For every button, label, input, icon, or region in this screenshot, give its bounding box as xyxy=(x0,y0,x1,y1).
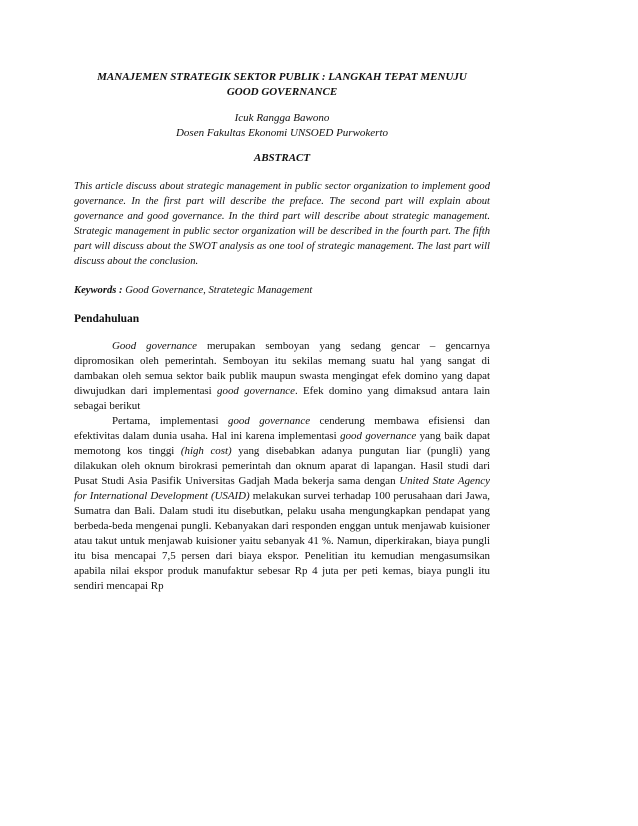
section-heading: Pendahuluan xyxy=(74,313,140,325)
p2-term-2: good governance xyxy=(340,430,417,442)
author-name: Icuk Rangga Bawono xyxy=(234,112,330,124)
author-block xyxy=(74,111,490,141)
author-affiliation: Dosen Fakultas Ekonomi UNSOED Purwokerto xyxy=(175,127,389,139)
p2-term-4: United State Agency for International Development (USAID) xyxy=(74,475,490,502)
p2-text-2: cenderung membawa efisiensi dan efektivitas dalam dunia usaha. Hal ini karena implementasi xyxy=(74,415,490,442)
p2-text-5: melakukan survei terhadap 100 perusahaan dari Jawa, Sumatra dan Bali. Dalam studi itu disebutkan, pelaku usaha mengungkapkan pendapat yang berbeda-beda mengenai pungli. Kebanyakan dari responden enggan untuk menjawab kuisioner atau takut untuk menjawab kuisioner yaitu sebanyak 41 %. Namun, diperkirakan, biaya pungli itu bisa mencapai 7,5 persen dari biaya ekspor. Penelitian itu kemudian mengasumsikan apabila nilai ekspor produk manufaktur sebesar Rp 4 juta per peti kemas, biaya pungli itu sendiri mencapai Rp xyxy=(74,490,490,592)
body-paragraph-1 xyxy=(74,339,490,414)
p2-text-3: yang baik dapat memotong kos tinggi xyxy=(74,430,490,457)
p1-term-1: Good governance xyxy=(112,340,197,352)
paper-page xyxy=(74,70,490,594)
body-paragraph-2 xyxy=(74,414,490,594)
title-line-2: GOOD GOVERNANCE xyxy=(226,86,338,98)
keywords-label: Keywords : xyxy=(74,285,123,296)
p2-text-1: Pertama, implementasi xyxy=(112,415,228,427)
p1-term-2: good governance xyxy=(217,385,295,397)
keywords-value: Good Governance, Stratetegic Management xyxy=(125,285,313,296)
p2-term-1: good governance xyxy=(228,415,311,427)
keywords xyxy=(74,283,490,298)
abstract-text: This article discuss about strategic management in public sector organization to implement good governance. In the first part will describe the preface. The second part will explain about governance and good governance. In the third part will describe about strategic management. Strategic management in public sector organization will be described in the fourth part. The fifth part will discuss about the SWOT analysis as one tool of strategic management. The last part will discuss about the conclusion. xyxy=(74,181,490,267)
paper-title xyxy=(74,70,490,100)
p2-text-4: yang disebabkan adanya pungutan liar (pungli) yang dilakukan oleh oknum birokrasi pemerintah dan oknum aparat di lapangan. Hasil studi dari Pusat Studi Asia Pasifik Universitas Gadjah Mada bekerja sama dengan xyxy=(74,445,490,487)
p1-text-1: merupakan semboyan yang sedang gencar – gencarnya dipromosikan oleh pemerintah. Semboyan itu sekilas memang suatu hal yang sangat di dambakan oleh semua sektor baik publik maupun swasta mengingat efek domino yang dapat diwujudkan dari implementasi xyxy=(74,340,490,397)
abstract-heading: ABSTRACT xyxy=(253,152,311,164)
p1-text-2: . Efek domino yang dimaksud antara lain sebagai berikut xyxy=(74,385,490,412)
p2-term-3: (high cost) xyxy=(180,445,232,457)
title-line-1: MANAJEMEN STRATEGIK SEKTOR PUBLIK : LANGKAH TEPAT MENUJU xyxy=(97,71,467,83)
